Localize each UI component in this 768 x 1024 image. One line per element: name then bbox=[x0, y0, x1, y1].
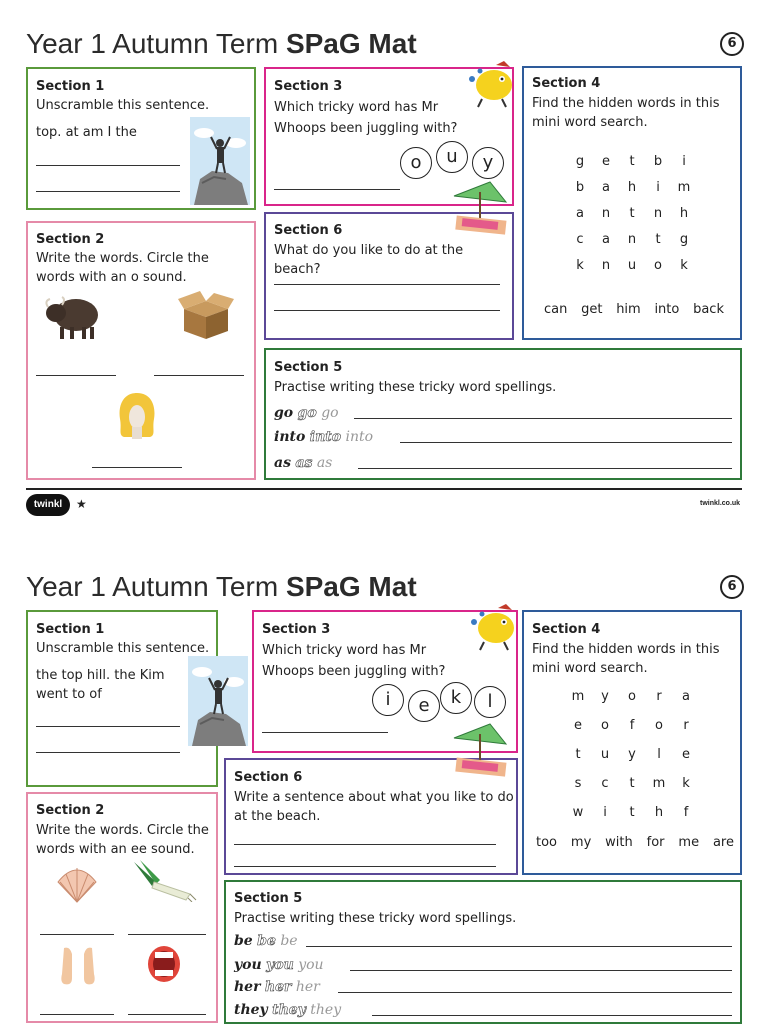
ws-cell[interactable]: t bbox=[629, 206, 635, 221]
mat1-s3-answer-line[interactable] bbox=[274, 189, 400, 190]
mat2-s3-heading: Section 3 bbox=[262, 622, 331, 637]
ws-word: get bbox=[581, 302, 603, 317]
mat2-s2-answer-line-3[interactable] bbox=[40, 1014, 114, 1015]
ws-cell[interactable]: c bbox=[576, 232, 584, 247]
mat1-s2-answer-line-1[interactable] bbox=[36, 375, 116, 376]
mat1-trace-line-2[interactable] bbox=[400, 442, 732, 443]
ws-cell[interactable]: a bbox=[576, 206, 584, 221]
mat2-section-2 bbox=[26, 792, 218, 1023]
mat1-s1-answer-line-1[interactable] bbox=[36, 165, 180, 166]
ws-cell[interactable]: m bbox=[652, 776, 666, 791]
mat2-s2-instruction: Write the words. Circle the words with an ee sound. bbox=[36, 823, 209, 857]
mat2-trace-line-1[interactable] bbox=[306, 946, 732, 947]
mat2-s2-answer-line-1[interactable] bbox=[40, 934, 114, 935]
mat1-s2-answer-line-3[interactable] bbox=[92, 467, 182, 468]
ws-cell[interactable]: o bbox=[601, 718, 609, 733]
feet-picture bbox=[56, 944, 100, 988]
mountain-climber-picture bbox=[190, 117, 250, 205]
ws-cell[interactable]: t bbox=[575, 747, 581, 762]
ws-cell[interactable]: n bbox=[601, 258, 611, 273]
mat1-s4-heading: Section 4 bbox=[532, 76, 601, 91]
mat1-juggle-letter-2: u bbox=[436, 141, 468, 173]
ws-cell[interactable]: t bbox=[629, 776, 635, 791]
ws-cell[interactable]: s bbox=[574, 776, 582, 791]
ws-cell[interactable]: u bbox=[600, 747, 610, 762]
ws-cell[interactable]: a bbox=[682, 689, 690, 704]
teeth-picture bbox=[146, 944, 182, 984]
ws-cell[interactable]: y bbox=[628, 747, 636, 762]
mat1-section-1 bbox=[26, 67, 256, 210]
ws-cell[interactable]: h bbox=[654, 805, 664, 820]
mat2-juggle-letter-2: e bbox=[408, 690, 440, 722]
ws-cell[interactable]: r bbox=[656, 689, 662, 704]
ws-cell[interactable]: o bbox=[628, 689, 636, 704]
ws-word: into bbox=[654, 302, 680, 317]
mat1-s6-heading: Section 6 bbox=[274, 223, 343, 238]
shell-picture bbox=[54, 864, 100, 904]
mat1-s5-heading: Section 5 bbox=[274, 360, 343, 375]
mat2-s2-answer-line-2[interactable] bbox=[128, 934, 206, 935]
mat2-s1-instruction: Unscramble this sentence. bbox=[36, 641, 210, 656]
mat2-s2-answer-line-4[interactable] bbox=[128, 1014, 206, 1015]
mat2-section-5 bbox=[224, 880, 742, 1024]
beach-umbrella-picture bbox=[450, 722, 514, 780]
ws-word: back bbox=[693, 302, 724, 317]
mat1-s6-answer-line-2[interactable] bbox=[274, 310, 500, 311]
ws-cell[interactable]: u bbox=[627, 258, 637, 273]
leek-picture bbox=[132, 860, 198, 902]
ws-cell[interactable]: n bbox=[627, 232, 637, 247]
ws-cell[interactable]: i bbox=[656, 180, 660, 195]
ws-cell[interactable]: r bbox=[683, 718, 689, 733]
footer-divider bbox=[26, 488, 742, 490]
mat2-section-4 bbox=[522, 610, 742, 875]
mat2-s5-instruction: Practise writing these tricky word spellings. bbox=[234, 911, 517, 926]
mat2-trace-row-1: be be be bbox=[234, 933, 298, 949]
mat1-s6-answer-line-1[interactable] bbox=[274, 284, 500, 285]
mat1-number-badge: 6 bbox=[720, 32, 744, 56]
ws-cell[interactable]: e bbox=[574, 718, 582, 733]
ws-word: him bbox=[616, 302, 641, 317]
ws-cell[interactable]: g bbox=[575, 154, 585, 169]
mat1-s1-heading: Section 1 bbox=[36, 79, 105, 94]
mat2-s4-word-list bbox=[536, 835, 734, 850]
mat2-s1-answer-line-1[interactable] bbox=[36, 726, 180, 727]
mat1-s5-instruction: Practise writing these tricky word spellings. bbox=[274, 380, 557, 395]
ws-cell[interactable]: y bbox=[601, 689, 609, 704]
mat2-trace-line-3[interactable] bbox=[338, 992, 732, 993]
mat1-section-4 bbox=[522, 66, 742, 340]
ws-cell[interactable]: m bbox=[571, 689, 585, 704]
ws-word: my bbox=[570, 835, 592, 850]
mat1-trace-row-1: go go go bbox=[274, 405, 339, 421]
ws-word: for bbox=[646, 835, 665, 850]
mat2-s6-answer-line-1[interactable] bbox=[234, 844, 496, 845]
ws-word: too bbox=[536, 835, 558, 850]
mat2-s6-instruction: Write a sentence about what you like to do at the beach. bbox=[234, 790, 514, 824]
mat1-s1-answer-line-2[interactable] bbox=[36, 191, 180, 192]
ws-cell[interactable]: b bbox=[575, 180, 585, 195]
ws-cell[interactable]: c bbox=[601, 776, 609, 791]
mat1-juggle-letter-3: y bbox=[472, 147, 504, 179]
mat1-s3-heading: Section 3 bbox=[274, 79, 343, 94]
ws-cell[interactable]: h bbox=[679, 206, 689, 221]
mat1-s2-answer-line-2[interactable] bbox=[154, 375, 244, 376]
ws-word: can bbox=[544, 302, 568, 317]
mat1-s2-heading: Section 2 bbox=[36, 232, 105, 247]
footer-site: twinkl.co.uk bbox=[700, 500, 741, 507]
mat1-title: Year 1 Autumn Term SPaG Mat bbox=[26, 28, 417, 59]
mat1-juggle-letter-1: o bbox=[400, 147, 432, 179]
mat1-section-2 bbox=[26, 221, 256, 480]
mat1-trace-row-3: as as as bbox=[274, 455, 333, 471]
mat2-s1-sentence: the top hill. the Kim went to of bbox=[36, 668, 165, 702]
twinkl-logo: twinkl bbox=[26, 494, 70, 516]
mat2-s3-instruction: Which tricky word has Mr Whoops been juggling with? bbox=[262, 643, 446, 679]
star-icon: ★ bbox=[76, 497, 87, 511]
ws-cell[interactable]: o bbox=[654, 258, 662, 273]
mat2-title-bold: SPaG Mat bbox=[285, 571, 417, 602]
mat1-s4-instruction: Find the hidden words in this mini word search. bbox=[532, 96, 720, 130]
mat2-s4-heading: Section 4 bbox=[532, 622, 601, 637]
mat2-title: Year 1 Autumn Term SPaG Mat bbox=[26, 571, 417, 602]
ws-cell[interactable]: k bbox=[682, 776, 690, 791]
mat2-s5-heading: Section 5 bbox=[234, 891, 303, 906]
box-picture bbox=[178, 291, 234, 341]
ws-cell[interactable]: h bbox=[627, 180, 637, 195]
ws-word: are bbox=[712, 835, 734, 850]
ws-cell[interactable]: i bbox=[603, 805, 607, 820]
ws-cell[interactable]: n bbox=[601, 206, 611, 221]
ws-cell[interactable]: t bbox=[629, 805, 635, 820]
mr-whoops-juggler-icon bbox=[462, 61, 520, 109]
ws-cell[interactable]: g bbox=[679, 232, 689, 247]
ws-cell[interactable]: f bbox=[629, 718, 635, 733]
mat2-trace-row-3: her her her bbox=[234, 979, 320, 995]
ws-cell[interactable]: k bbox=[680, 258, 688, 273]
ws-cell[interactable]: t bbox=[655, 232, 661, 247]
mat1-trace-row-2: into into into bbox=[274, 429, 374, 445]
ws-cell[interactable]: l bbox=[657, 747, 661, 762]
ws-cell[interactable]: b bbox=[653, 154, 663, 169]
mat1-s1-instruction: Unscramble this sentence. bbox=[36, 98, 210, 113]
wig-picture bbox=[114, 389, 160, 441]
ws-cell[interactable]: a bbox=[602, 180, 610, 195]
mat2-s1-answer-line-2[interactable] bbox=[36, 752, 180, 753]
ws-word: with bbox=[605, 835, 633, 850]
mat1-title-bold: SPaG Mat bbox=[285, 28, 417, 59]
mat1-s2-instruction: Write the words. Circle the words with an o sound. bbox=[36, 251, 209, 285]
mat2-s3-answer-line[interactable] bbox=[262, 732, 388, 733]
mat1-s1-sentence: top. at am I the bbox=[36, 125, 137, 140]
mat1-trace-line-1[interactable] bbox=[354, 418, 732, 419]
mat2-number-badge: 6 bbox=[720, 575, 744, 599]
ws-cell[interactable]: e bbox=[602, 154, 610, 169]
mr-whoops-juggler-icon bbox=[464, 604, 522, 652]
mat1-s4-word-list bbox=[544, 302, 724, 317]
ws-cell[interactable]: f bbox=[683, 805, 689, 820]
mat2-s4-instruction: Find the hidden words in this mini word search. bbox=[532, 642, 720, 676]
mat2-trace-line-4[interactable] bbox=[372, 1015, 732, 1016]
mat2-s1-heading: Section 1 bbox=[36, 622, 105, 637]
ws-cell[interactable]: o bbox=[655, 718, 663, 733]
ws-cell[interactable]: i bbox=[682, 154, 686, 169]
ws-word: me bbox=[678, 835, 700, 850]
beach-umbrella-picture bbox=[450, 180, 514, 238]
mat1-s6-instruction: What do you like to do at the beach? bbox=[274, 243, 464, 277]
mat2-juggle-letter-4: l bbox=[474, 686, 506, 718]
ox-picture bbox=[44, 291, 104, 343]
ws-cell[interactable]: m bbox=[677, 180, 691, 195]
ws-cell[interactable]: a bbox=[602, 232, 610, 247]
mat2-trace-line-2[interactable] bbox=[350, 970, 732, 971]
mat2-trace-row-4: they they they bbox=[234, 1002, 342, 1018]
mat1-s3-instruction: Which tricky word has Mr Whoops been juggling with? bbox=[274, 100, 458, 136]
mountain-climber-picture bbox=[188, 656, 248, 746]
ws-cell[interactable]: t bbox=[629, 154, 635, 169]
ws-cell[interactable]: e bbox=[682, 747, 690, 762]
mat2-s6-answer-line-2[interactable] bbox=[234, 866, 496, 867]
mat2-juggle-letter-3: k bbox=[440, 682, 472, 714]
mat2-s2-heading: Section 2 bbox=[36, 803, 105, 818]
ws-cell[interactable]: w bbox=[572, 805, 584, 820]
ws-cell[interactable]: k bbox=[576, 258, 584, 273]
mat2-juggle-letter-1: i bbox=[372, 684, 404, 716]
mat1-trace-line-3[interactable] bbox=[358, 468, 732, 469]
mat2-s6-heading: Section 6 bbox=[234, 770, 303, 785]
ws-cell[interactable]: n bbox=[653, 206, 663, 221]
mat1-section-5 bbox=[264, 348, 742, 480]
mat2-trace-row-2: you you you bbox=[234, 957, 324, 973]
